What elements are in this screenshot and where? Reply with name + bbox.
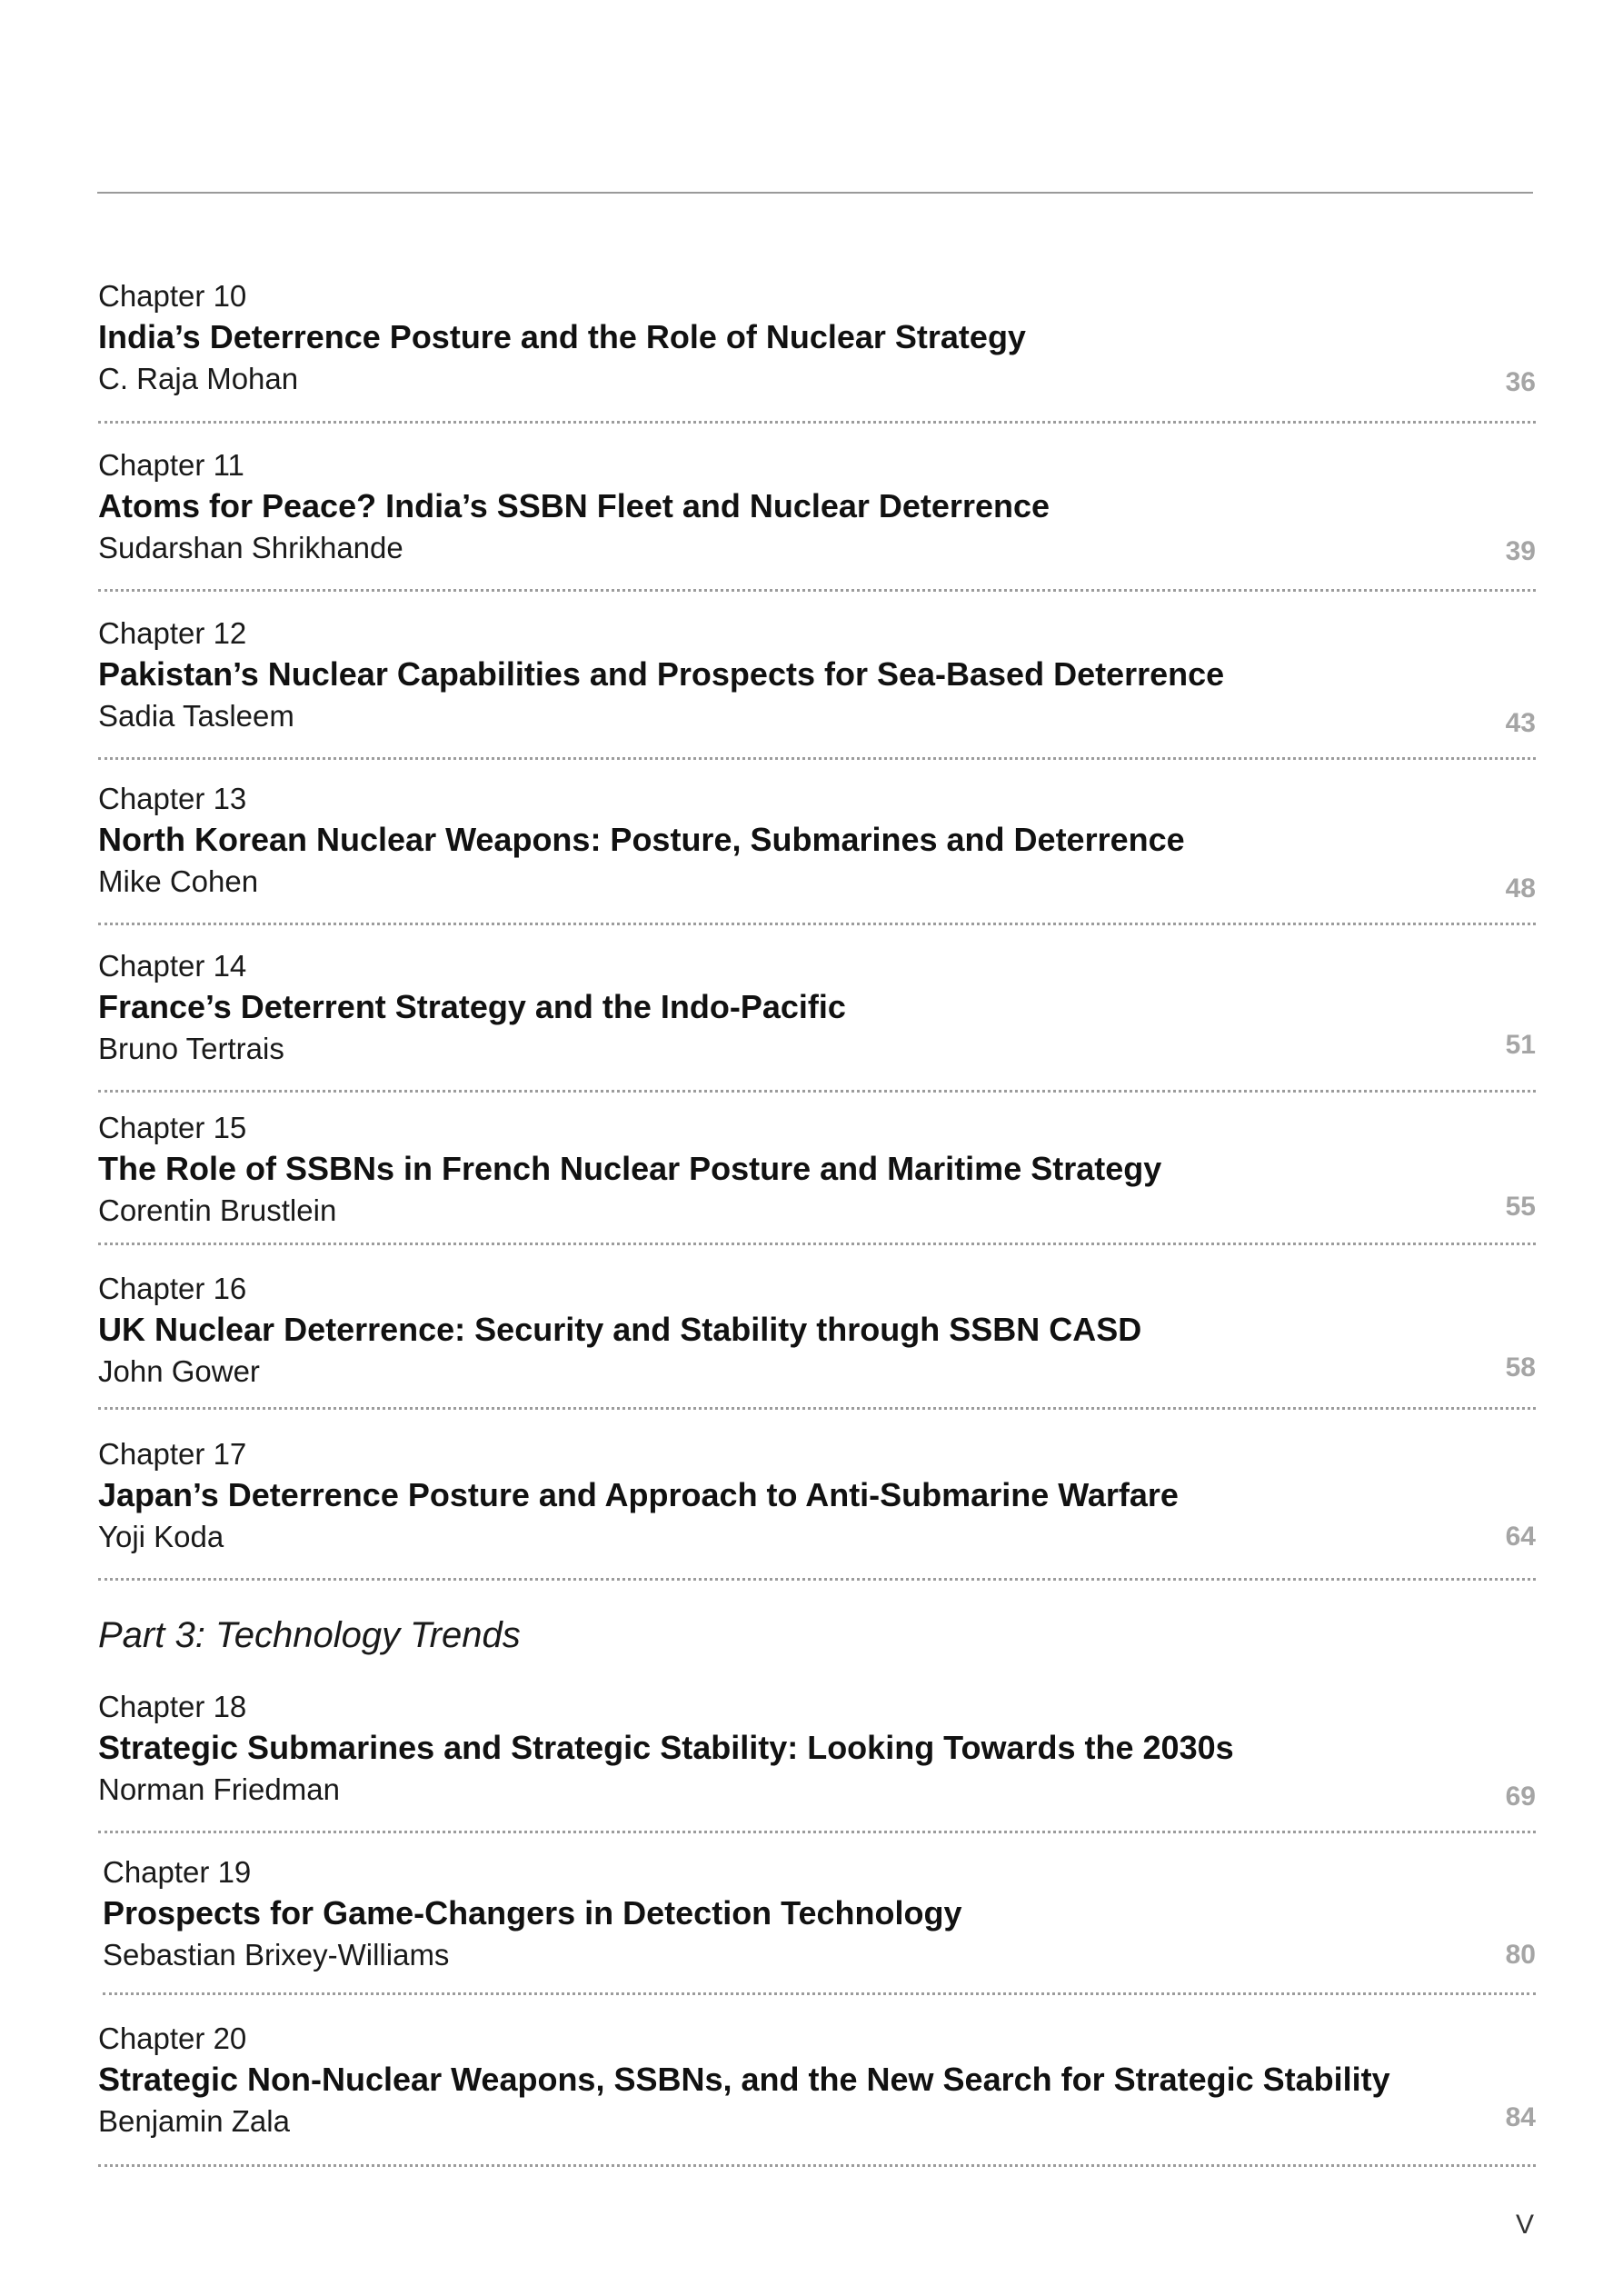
chapter-label: Chapter 20 xyxy=(98,2021,247,2055)
toc-entry-chapter-12[interactable] xyxy=(98,614,1536,737)
chapter-author: Bruno Tertrais xyxy=(98,1032,284,1065)
page-number: 39 xyxy=(1505,536,1536,566)
chapter-title: North Korean Nuclear Weapons: Posture, Submarines and Deterrence xyxy=(98,821,1185,858)
dotted-separator xyxy=(103,1992,1536,1995)
dotted-separator xyxy=(98,1578,1536,1581)
chapter-title: France’s Deterrent Strategy and the Indo-Pacific xyxy=(98,988,846,1025)
dotted-separator xyxy=(98,1243,1536,1245)
page-number: 69 xyxy=(1505,1782,1536,1812)
toc-entry-chapter-11[interactable] xyxy=(98,445,1536,569)
chapter-label: Chapter 14 xyxy=(98,949,247,983)
toc-entry-chapter-13[interactable] xyxy=(98,779,1536,903)
dotted-separator xyxy=(98,923,1536,925)
chapter-label: Chapter 18 xyxy=(98,1690,247,1723)
chapter-author: Sebastian Brixey-Williams xyxy=(103,1938,450,1972)
chapter-title: UK Nuclear Deterrence: Security and Stability through SSBN CASD xyxy=(98,1311,1142,1348)
dotted-separator xyxy=(98,757,1536,760)
chapter-title: The Role of SSBNs in French Nuclear Posture and Maritime Strategy xyxy=(98,1150,1162,1187)
chapter-title: Strategic Non-Nuclear Weapons, SSBNs, and the New Search for Strategic Stability xyxy=(98,2061,1390,2098)
chapter-author: Mike Cohen xyxy=(98,864,259,898)
toc-entry-chapter-14[interactable] xyxy=(98,946,1536,1070)
chapter-author: Benjamin Zala xyxy=(98,2104,290,2138)
chapter-author: Norman Friedman xyxy=(98,1772,340,1806)
page-number: 58 xyxy=(1505,1353,1536,1383)
top-rule xyxy=(97,192,1533,194)
page-number: 48 xyxy=(1505,873,1536,903)
chapter-title: Prospects for Game-Changers in Detection Technology xyxy=(103,1894,962,1932)
page-folio: V xyxy=(1516,2210,1535,2240)
chapter-title: Strategic Submarines and Strategic Stability: Looking Towards the 2030s xyxy=(98,1729,1234,1766)
dotted-separator xyxy=(98,1407,1536,1410)
chapter-label: Chapter 15 xyxy=(98,1111,247,1144)
chapter-author: John Gower xyxy=(98,1354,260,1388)
toc-entry-chapter-10[interactable] xyxy=(98,276,1536,400)
chapter-author: Sudarshan Shrikhande xyxy=(98,531,403,564)
chapter-author: C. Raja Mohan xyxy=(98,362,299,395)
chapter-label: Chapter 16 xyxy=(98,1272,247,1305)
chapter-label: Chapter 19 xyxy=(103,1855,252,1889)
dotted-separator xyxy=(98,421,1536,424)
chapter-label: Chapter 11 xyxy=(98,448,244,482)
toc-entry-chapter-19[interactable] xyxy=(103,1852,1536,1976)
chapter-author: Yoji Koda xyxy=(98,1520,224,1553)
toc-entry-chapter-15[interactable] xyxy=(98,1108,1536,1232)
page-number: 84 xyxy=(1505,2102,1536,2132)
toc-entry-chapter-18[interactable] xyxy=(98,1687,1536,1811)
dotted-separator xyxy=(98,2164,1536,2167)
toc-entry-chapter-16[interactable] xyxy=(98,1269,1536,1393)
toc-entry-chapter-17[interactable] xyxy=(98,1434,1536,1558)
chapter-label: Chapter 13 xyxy=(98,782,247,815)
dotted-separator xyxy=(98,589,1536,592)
toc-entry-chapter-20[interactable] xyxy=(98,2019,1536,2142)
page-number: 36 xyxy=(1505,367,1536,397)
dotted-separator xyxy=(98,1831,1536,1833)
page-number: 51 xyxy=(1505,1030,1536,1060)
chapter-title: Pakistan’s Nuclear Capabilities and Prospects for Sea-Based Deterrence xyxy=(98,655,1225,693)
part-heading: Part 3: Technology Trends xyxy=(98,1615,521,1655)
chapter-label: Chapter 10 xyxy=(98,279,247,313)
page-number: 55 xyxy=(1505,1192,1536,1222)
chapter-label: Chapter 12 xyxy=(98,616,247,650)
page-number: 64 xyxy=(1505,1522,1536,1552)
page-number: 80 xyxy=(1505,1940,1536,1970)
chapter-author: Sadia Tasleem xyxy=(98,699,294,733)
chapter-title: Japan’s Deterrence Posture and Approach to Anti-Submarine Warfare xyxy=(98,1476,1179,1513)
chapter-label: Chapter 17 xyxy=(98,1437,247,1471)
page-number: 43 xyxy=(1505,708,1536,738)
dotted-separator xyxy=(98,1090,1536,1093)
chapter-title: India’s Deterrence Posture and the Role of Nuclear Strategy xyxy=(98,318,1026,355)
chapter-title: Atoms for Peace? India’s SSBN Fleet and Nuclear Deterrence xyxy=(98,487,1050,524)
chapter-author: Corentin Brustlein xyxy=(98,1193,337,1227)
